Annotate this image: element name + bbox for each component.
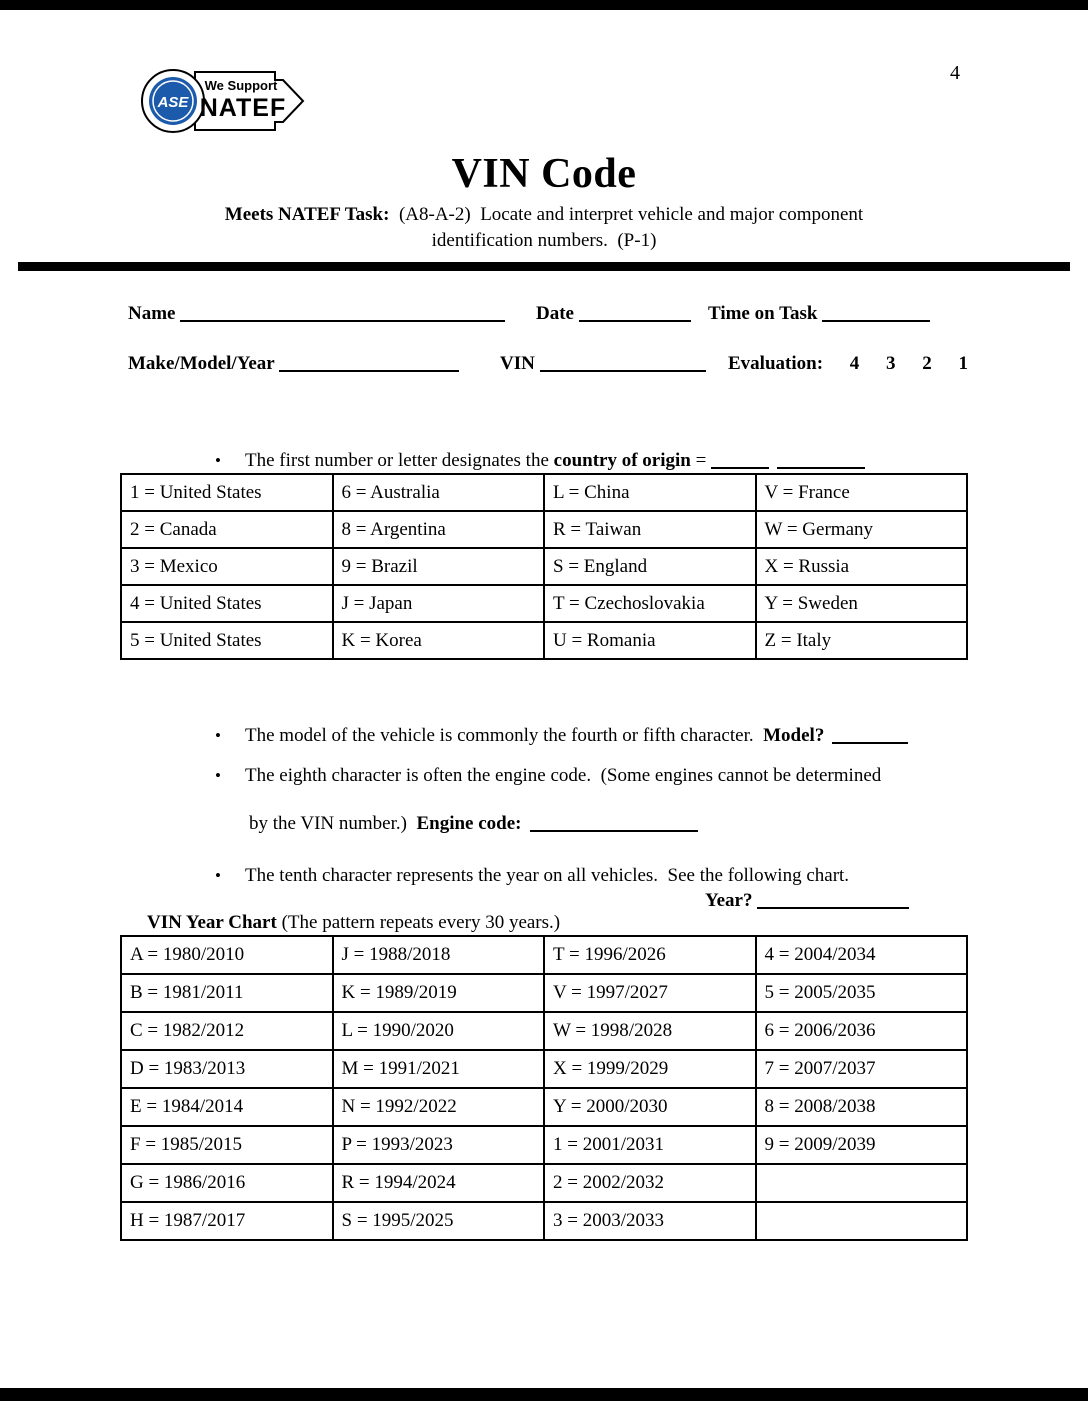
table-cell: F = 1985/2015 — [121, 1126, 333, 1164]
table-cell: R = 1994/2024 — [333, 1164, 545, 1202]
ase-badge-label: ASE — [157, 94, 189, 111]
vin-year-chart-subtitle: (The pattern repeats every 30 years.) — [276, 912, 561, 933]
table-cell: B = 1981/2011 — [121, 974, 333, 1012]
make-model-year-field-group — [128, 353, 459, 375]
table-cell: X = 1999/2029 — [544, 1050, 756, 1088]
logo-org-text: NATEF — [199, 94, 287, 122]
table-cell: 3 = Mexico — [121, 548, 333, 585]
table-cell: 7 = 2007/2037 — [756, 1050, 968, 1088]
task-label: Meets NATEF Task: — [224, 204, 390, 225]
table-cell: 1 = 2001/2031 — [544, 1126, 756, 1164]
name-field-group — [128, 303, 505, 325]
make-model-year-blank — [279, 368, 459, 372]
table-cell: S = England — [544, 548, 756, 585]
table-cell: 5 = 2005/2035 — [756, 974, 968, 1012]
natef-logo-graphic — [133, 60, 313, 142]
evaluation-score-2: 2 — [922, 353, 932, 374]
table-row — [121, 1050, 967, 1088]
bullet-marker: • — [215, 766, 221, 785]
table-cell: S = 1995/2025 — [333, 1202, 545, 1240]
table-cell: X = Russia — [756, 548, 968, 585]
table-row — [121, 1088, 967, 1126]
time-on-task-label: Time on Task — [708, 303, 818, 324]
evaluation-score-4: 4 — [849, 353, 860, 374]
bullet-marker: • — [215, 451, 221, 470]
bullet-marker: • — [215, 726, 221, 745]
bullet4-text: The tenth character represents the year on all vehicles. See the following chart. — [245, 865, 850, 886]
table-cell: L = China — [544, 474, 756, 511]
evaluation-score-3: 3 — [886, 353, 896, 374]
table-cell: 1 = United States — [121, 474, 333, 511]
make-model-year-label: Make/Model/Year — [128, 353, 275, 374]
natef-logo — [133, 60, 313, 142]
table-row — [121, 511, 967, 548]
name-blank — [180, 318, 505, 322]
bullet2-text: The model of the vehicle is commonly the fourth or fifth character. — [245, 725, 764, 746]
table-row — [121, 974, 967, 1012]
table-cell: M = 1991/2021 — [333, 1050, 545, 1088]
table-row — [121, 1012, 967, 1050]
bullet3-line2: by the VIN number.) — [249, 813, 417, 834]
table-cell: 8 = Argentina — [333, 511, 545, 548]
page-title: VIN Code — [451, 151, 637, 197]
table-cell: Y = 2000/2030 — [544, 1088, 756, 1126]
date-blank — [579, 318, 691, 322]
table-cell: 2 = 2002/2032 — [544, 1164, 756, 1202]
table-cell: 9 = Brazil — [333, 548, 545, 585]
table-row — [121, 474, 967, 511]
bullet1-bold: country of origin — [553, 450, 691, 471]
table-cell: Z = Italy — [756, 622, 968, 659]
table-row — [121, 1202, 967, 1240]
table-cell — [756, 1164, 968, 1202]
table-cell: V = France — [756, 474, 968, 511]
page-number: 4 — [950, 62, 960, 84]
table-cell: N = 1992/2022 — [333, 1088, 545, 1126]
bullet1-text: The first number or letter designates the — [245, 450, 554, 471]
name-label: Name — [128, 303, 176, 324]
table-cell: D = 1983/2013 — [121, 1050, 333, 1088]
table-cell: J = 1988/2018 — [333, 936, 545, 974]
table-row — [121, 1164, 967, 1202]
bullet3-line1: The eighth character is often the engine code. (Some engines cannot be determined — [245, 765, 882, 786]
table-cell: P = 1993/2023 — [333, 1126, 545, 1164]
table-row — [121, 548, 967, 585]
vin-field-group — [500, 353, 706, 375]
evaluation-group — [728, 353, 968, 375]
time-on-task-field-group — [708, 303, 930, 325]
table-cell: 3 = 2003/2033 — [544, 1202, 756, 1240]
table-cell: 2 = Canada — [121, 511, 333, 548]
table-cell: 4 = United States — [121, 585, 333, 622]
vin-blank — [540, 368, 706, 372]
table-cell: C = 1982/2012 — [121, 1012, 333, 1050]
bullet2-bold: Model? — [763, 725, 825, 746]
time-on-task-blank — [822, 318, 930, 322]
table-cell: 6 = Australia — [333, 474, 545, 511]
table-cell: Y = Sweden — [756, 585, 968, 622]
table-row — [121, 936, 967, 974]
country-of-origin-table — [120, 473, 968, 660]
table-cell: 6 = 2006/2036 — [756, 1012, 968, 1050]
table-row — [121, 622, 967, 659]
table-cell: K = 1989/2019 — [333, 974, 545, 1012]
header-divider-rule — [18, 262, 1070, 271]
task-text: (A8-A-2) Locate and interpret vehicle and major component — [389, 204, 864, 225]
vin-label: VIN — [500, 353, 535, 374]
evaluation-score-1: 1 — [958, 353, 969, 374]
table-cell: 8 = 2008/2038 — [756, 1088, 968, 1126]
table-cell: 4 = 2004/2034 — [756, 936, 968, 974]
country-of-origin-blank-1 — [711, 465, 769, 469]
country-of-origin-blank-2 — [777, 465, 865, 469]
table-cell: 9 = 2009/2039 — [756, 1126, 968, 1164]
bullet-marker: • — [215, 866, 221, 885]
evaluation-label: Evaluation: — [728, 353, 824, 374]
table-cell: E = 1984/2014 — [121, 1088, 333, 1126]
table-cell: K = Korea — [333, 622, 545, 659]
table-cell: A = 1980/2010 — [121, 936, 333, 974]
table-cell: H = 1987/2017 — [121, 1202, 333, 1240]
table-row — [121, 1126, 967, 1164]
table-cell: T = Czechoslovakia — [544, 585, 756, 622]
year-label: Year? — [705, 890, 753, 911]
table-cell: W = Germany — [756, 511, 968, 548]
table-cell: G = 1986/2016 — [121, 1164, 333, 1202]
bottom-border-rule — [0, 1388, 1088, 1401]
bullet3-bold: Engine code: — [416, 813, 522, 834]
vin-year-chart-title: VIN Year Chart — [147, 912, 277, 933]
table-cell: T = 1996/2026 — [544, 936, 756, 974]
table-cell — [756, 1202, 968, 1240]
bullet1-equals: = — [690, 450, 712, 471]
table-cell: W = 1998/2028 — [544, 1012, 756, 1050]
date-label: Date — [536, 303, 574, 324]
engine-code-blank — [530, 828, 698, 832]
top-border-rule — [0, 0, 1088, 10]
table-cell: U = Romania — [544, 622, 756, 659]
year-question-group — [705, 890, 909, 912]
natef-task-line — [0, 204, 1088, 226]
date-field-group — [536, 303, 691, 325]
year-blank — [757, 905, 909, 909]
table-cell: V = 1997/2027 — [544, 974, 756, 1012]
table-cell: L = 1990/2020 — [333, 1012, 545, 1050]
logo-support-text: We Support — [204, 78, 278, 93]
table-row — [121, 585, 967, 622]
natef-task-line2: identification numbers. (P-1) — [431, 230, 657, 251]
table-cell: J = Japan — [333, 585, 545, 622]
table-cell: R = Taiwan — [544, 511, 756, 548]
table-cell: 5 = United States — [121, 622, 333, 659]
vin-year-table — [120, 935, 968, 1241]
